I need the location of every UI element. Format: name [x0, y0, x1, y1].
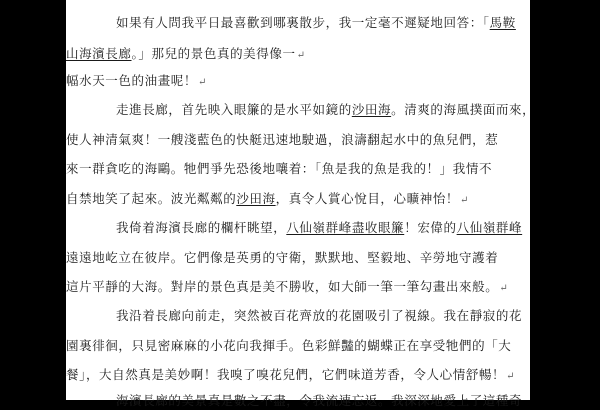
text-line	[66, 366, 530, 386]
paragraph-mark-icon: ↵	[296, 50, 306, 61]
text-run: 幅水天一色的油畫呢！	[66, 73, 198, 88]
text-run: 園裏徘徊，只見密麻麻的小花向我揮手。色彩鮮豔的蝴蝶正在享受牠們的「大	[66, 338, 512, 353]
text-run: 我倚着海濱長廊的欄杆眺望，	[116, 220, 287, 235]
paragraph-mark-icon: ↵	[198, 77, 207, 88]
text-line	[66, 160, 530, 178]
text-run: 走進長廊，首先映入眼簾的是水平如鏡的	[116, 102, 352, 117]
underlined-text: 八仙嶺群峰盡收眼簾	[286, 220, 405, 235]
text-line	[66, 219, 580, 237]
text-line	[66, 249, 530, 267]
underlined-text: 馬鞍	[489, 15, 516, 30]
text-run: 我沿着長廊向前走，突然被百花齊放的花園吸引了視線。我在靜寂的花	[116, 308, 523, 323]
text-run: 海濱長廊的美景真是數之不盡，令我流連忘返。我深深地愛上了這種奇	[116, 393, 523, 408]
underlined-text: 沙田海	[351, 102, 392, 117]
text-line	[66, 392, 580, 410]
text-run: ，真令人賞心悅目，心曠神怡！	[275, 191, 460, 206]
text-run: 遠遠地屹立在彼岸。它們像是英勇的守衛，默默地、堅毅地、辛勞地守護着	[66, 250, 499, 265]
text-line	[66, 14, 580, 32]
text-line	[66, 278, 530, 298]
text-run: 如果有人問我平日最喜歡到哪裏散步，我一定毫不遲疑地回答：「	[116, 15, 490, 30]
paragraph-mark-icon: ↵	[506, 371, 516, 382]
text-run: 餐」，大自然真是美妙啊！我嗅了嗅花兒們，它們味道芳香，令人心情舒暢！	[66, 367, 506, 382]
underlined-text: 沙田海	[236, 191, 276, 206]
underlined-text: 八仙嶺群峰	[456, 220, 523, 235]
underlined-text: 山海濱長廊	[66, 46, 132, 61]
document-page	[66, 0, 536, 408]
text-line	[66, 72, 530, 92]
text-run: 來一群貪吃的海鷗。牠們爭先恐後地嚷着：「魚是我的魚是我的！」我情不	[66, 161, 493, 176]
text-line	[66, 337, 530, 355]
text-line	[66, 45, 530, 65]
text-run: 這片平靜的大海。對岸的景色真是美不勝收，如大師一筆一筆勾畫出來般。	[66, 279, 499, 294]
text-run: 。」那兒的景色真的美得像一	[131, 46, 296, 61]
text-run: 使人神清氣爽！一艘淺藍色的快艇迅速地駛過，浪濤翻起水中的魚兒們，惹	[66, 132, 499, 147]
text-run: ！宏偉的	[404, 220, 457, 235]
text-line	[66, 101, 580, 119]
text-line	[66, 131, 530, 149]
text-line	[66, 307, 580, 325]
text-run: 自禁地笑了起來。波光粼粼的	[66, 191, 237, 206]
paragraph-mark-icon: ↵	[499, 283, 509, 294]
paragraph-mark-icon: ↵	[460, 195, 470, 206]
text-line	[66, 190, 530, 210]
text-run: 。清爽的海風撲面而來，	[391, 102, 536, 117]
